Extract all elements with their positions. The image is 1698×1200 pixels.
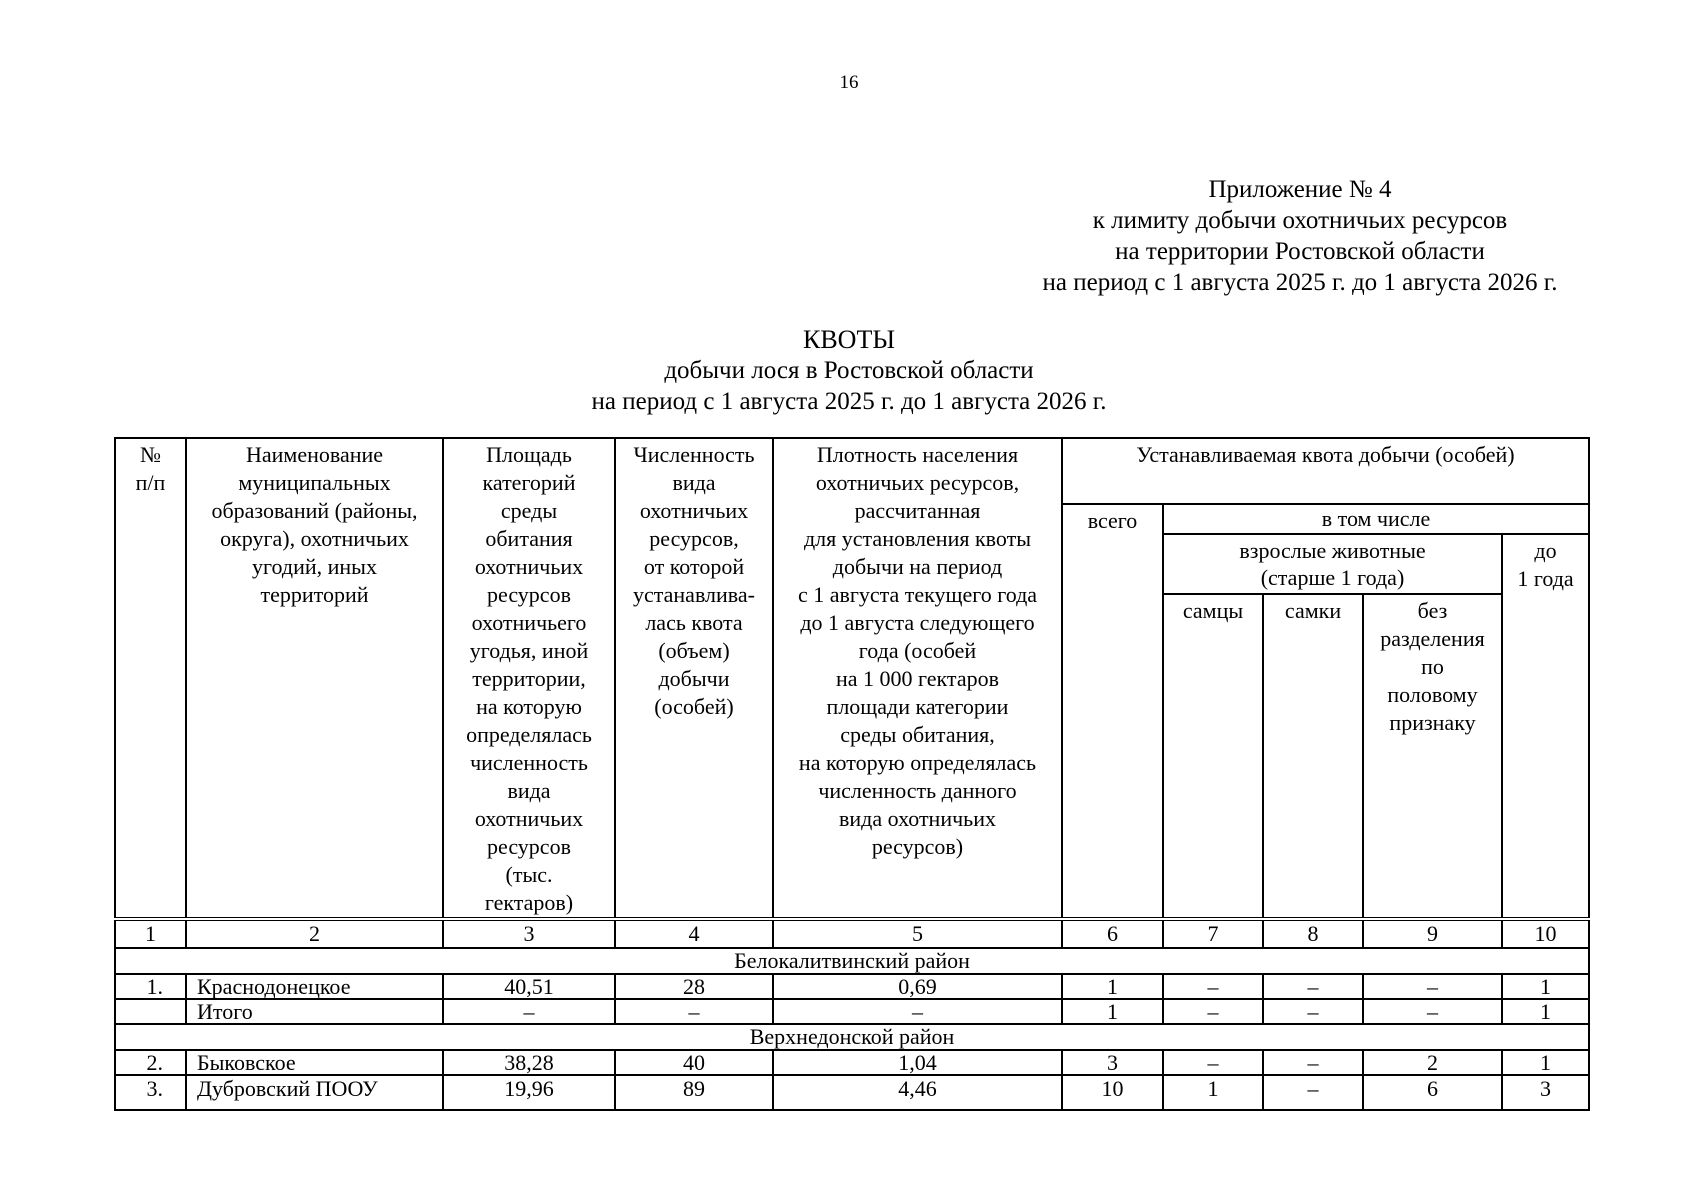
page-number: 16 [839,72,859,93]
section-title: Белокалитвинский район [115,948,1589,974]
nosex-cell: 6 [1363,1075,1502,1110]
table-row [115,999,1589,1024]
total-cell: 1 [1062,999,1163,1024]
appendix-line-3: на территории Ростовской области [1115,238,1485,265]
appendix-line-1: Приложение № 4 [1208,176,1392,203]
column-number: 4 [615,919,773,948]
density-cell: – [773,999,1062,1024]
area-cell: – [443,999,615,1024]
column-number: 7 [1163,919,1263,948]
header-females: самки [1263,594,1363,919]
header-num: № п/п [115,438,186,919]
section-row [115,1024,1589,1050]
header-nosex: без разделения по половому признаку [1363,594,1502,919]
nosex-cell: – [1363,999,1502,1024]
males-cell: 1 [1163,1075,1263,1110]
title-line-2: добычи лося в Ростовской области [664,357,1034,384]
count-cell: – [615,999,773,1024]
females-cell: – [1263,974,1363,999]
under1-cell: 1 [1502,1050,1589,1075]
under1-cell: 1 [1502,974,1589,999]
header-adults: взрослые животные (старше 1 года) [1163,534,1502,594]
count-cell: 89 [615,1075,773,1110]
column-number: 1 [115,919,186,948]
density-cell: 4,46 [773,1075,1062,1110]
area-cell: 38,28 [443,1050,615,1075]
title-line-3: на период с 1 августа 2025 г. до 1 августа 2026 г. [591,388,1107,415]
appendix-line-2: к лимиту добычи охотничьих ресурсов [1092,207,1508,234]
territory-name: Дубровский ПООУ [186,1075,443,1110]
header-including: в том числе [1163,504,1589,534]
females-cell: – [1263,1075,1363,1110]
density-cell: 0,69 [773,974,1062,999]
section-title: Верхнедонской район [115,1024,1589,1050]
title-heading: КВОТЫ [802,325,895,354]
row-number: 1. [115,974,186,999]
document-title [0,324,1698,417]
header-count: Численность вида охотничьих ресурсов, от которой устанавлива- лась квота (объем) добычи (особей) [615,438,773,919]
table-row [115,1075,1589,1110]
column-number: 3 [443,919,615,948]
section-row [115,948,1589,974]
table-row [115,974,1589,999]
header-name: Наименование муниципальных образований (районы, округа), охотничьих угодий, иных территорий [186,438,443,919]
table-row [115,1050,1589,1075]
row-number [115,999,186,1024]
column-number: 6 [1062,919,1163,948]
count-cell: 40 [615,1050,773,1075]
under1-cell: 1 [1502,999,1589,1024]
territory-name: Краснодонецкое [186,974,443,999]
header-total: всего [1062,504,1163,919]
column-number: 10 [1502,919,1589,948]
column-number: 9 [1363,919,1502,948]
area-cell: 40,51 [443,974,615,999]
header-quota: Устанавливаемая квота добычи (особей) [1062,438,1589,504]
row-number: 2. [115,1050,186,1075]
row-number: 3. [115,1075,186,1110]
males-cell: – [1163,999,1263,1024]
column-number: 8 [1263,919,1363,948]
total-cell: 1 [1062,974,1163,999]
header-males: самцы [1163,594,1263,919]
table-body [115,919,1589,1110]
territory-name: Быковское [186,1050,443,1075]
density-cell: 1,04 [773,1050,1062,1075]
header-under1: до 1 года [1502,534,1589,919]
females-cell: – [1263,999,1363,1024]
total-cell: 10 [1062,1075,1163,1110]
females-cell: – [1263,1050,1363,1075]
quota-table [114,437,1590,1111]
nosex-cell: – [1363,974,1502,999]
appendix-block [980,174,1620,298]
column-number-row [115,919,1589,948]
column-number: 5 [773,919,1062,948]
total-cell: 3 [1062,1050,1163,1075]
column-number: 2 [186,919,443,948]
nosex-cell: 2 [1363,1050,1502,1075]
appendix-line-4: на период с 1 августа 2025 г. до 1 августа 2026 г. [1042,269,1558,296]
header-density: Плотность населения охотничьих ресурсов, рассчитанная для установления квоты добычи на период с 1 августа текущего года до 1 августа следующего года (особей на 1 000 гектаров площади категории среды обитания, на которую определялась численность данного вида охотничьих ресурсов) [773,438,1062,919]
area-cell: 19,96 [443,1075,615,1110]
males-cell: – [1163,974,1263,999]
males-cell: – [1163,1050,1263,1075]
territory-name: Итого [186,999,443,1024]
header-area: Площадь категорий среды обитания охотничьих ресурсов охотничьего угодья, иной территории, на которую определялась численность вида охотничьих ресурсов (тыс. гектаров) [443,438,615,919]
under1-cell: 3 [1502,1075,1589,1110]
count-cell: 28 [615,974,773,999]
